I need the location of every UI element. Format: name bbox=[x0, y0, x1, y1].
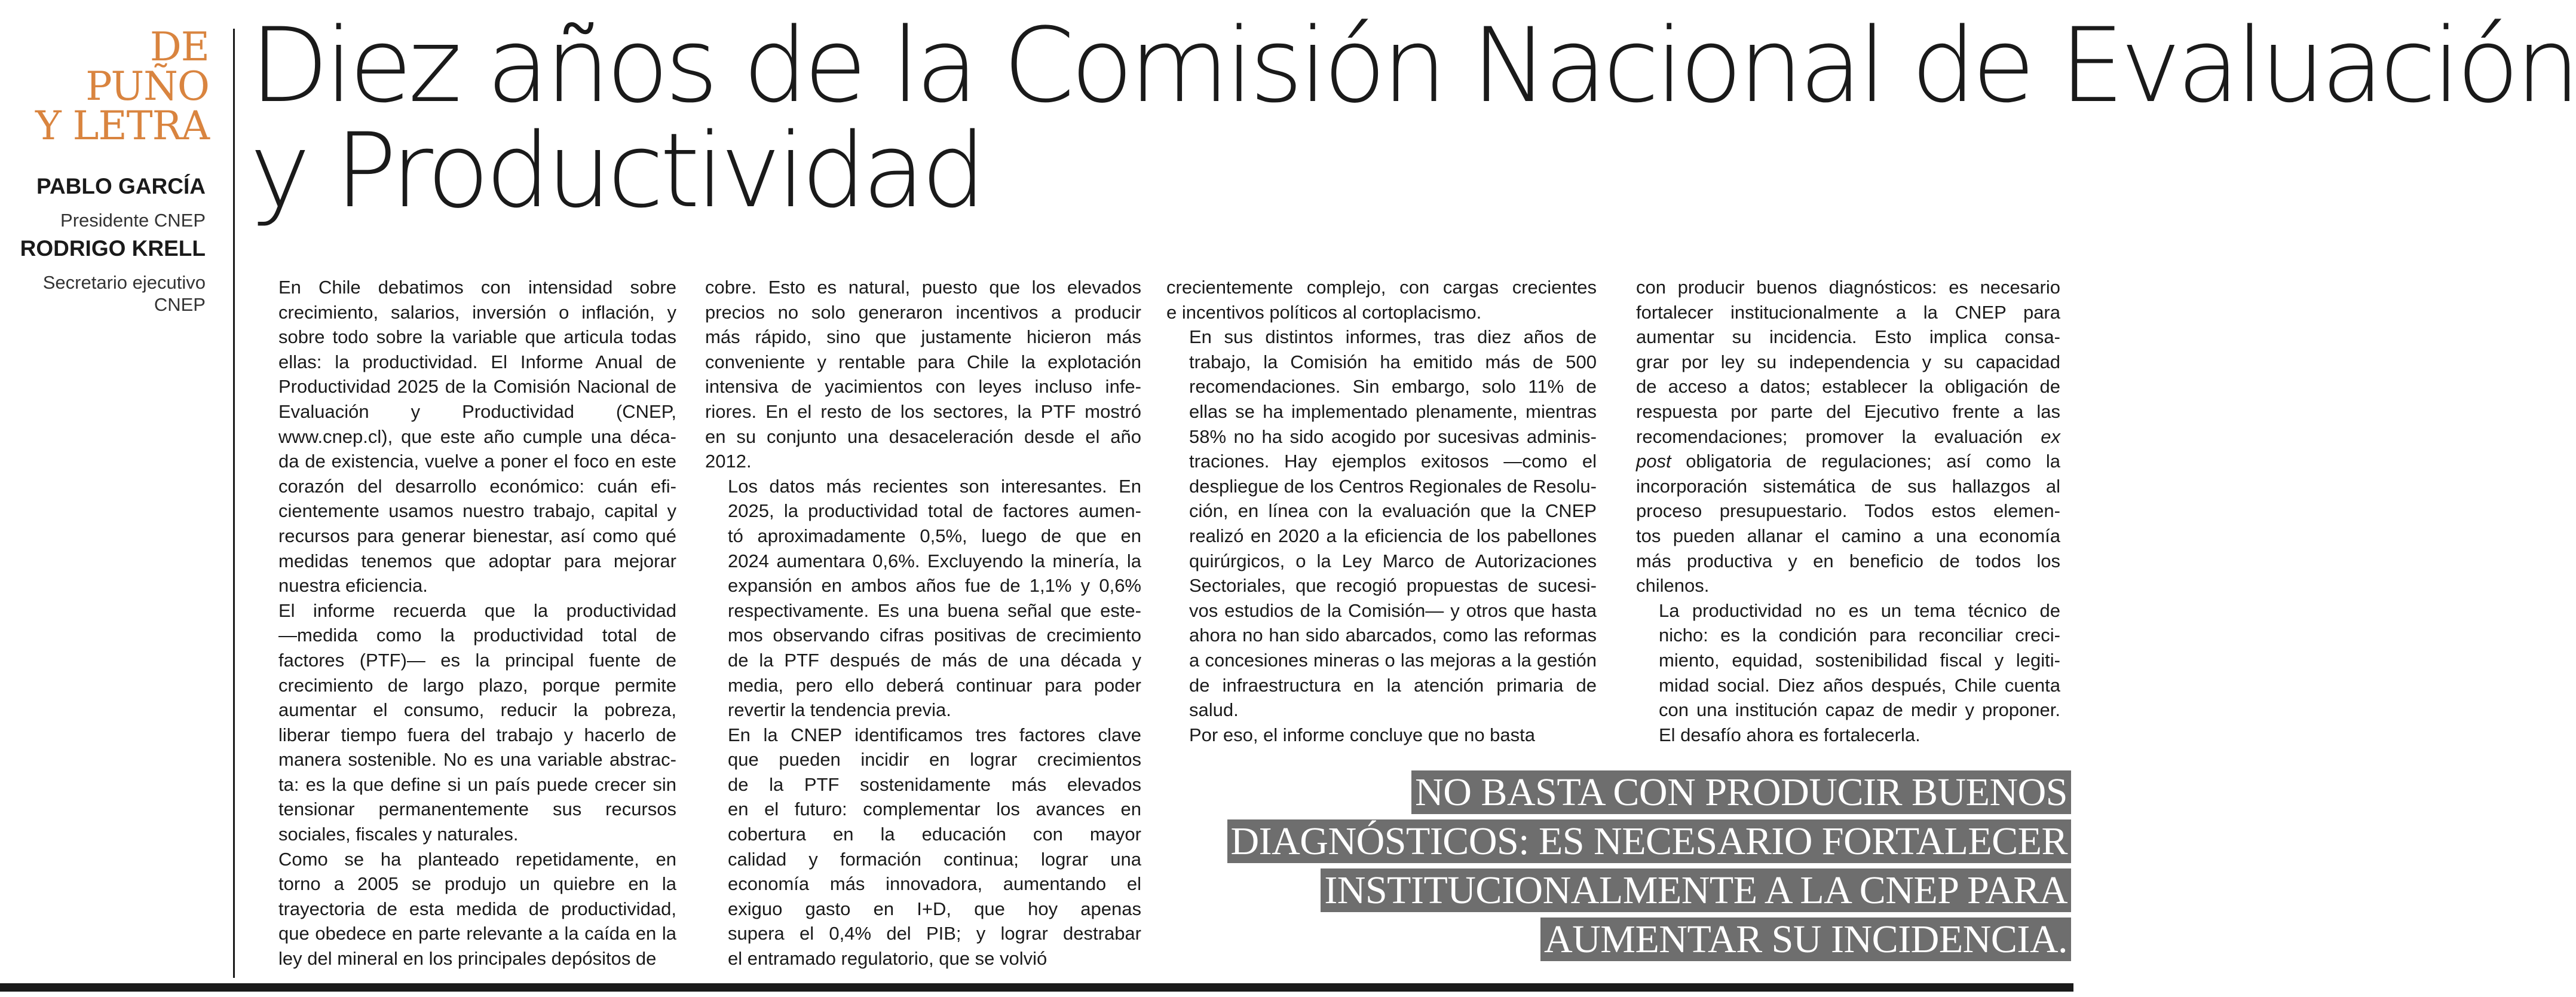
article-line: exiguo gasto en I+D, que hoy apenas bbox=[728, 898, 1141, 919]
article-line: ta: es la que define si un país puede crecer sin bbox=[278, 773, 676, 795]
article-line: La productividad no es un tema técnico de bbox=[1659, 600, 2060, 621]
article-line: miento, equidad, sostenibilidad fiscal y legiti- bbox=[1659, 649, 2060, 671]
article-line: crecimiento, salarios, inversión o inflación, y bbox=[278, 301, 676, 323]
author-role: CNEP bbox=[154, 294, 206, 315]
article-line: 2012. bbox=[705, 451, 752, 472]
article-line: media, pero ello deberá continuar para poder bbox=[728, 674, 1141, 696]
bottom-rule bbox=[0, 983, 2073, 992]
article-line: Sectoriales, que recogió propuestas de sucesi- bbox=[1189, 575, 1597, 597]
article-line: En sus distintos informes, tras diez años de bbox=[1189, 326, 1597, 348]
author-role: Secretario ejecutivo bbox=[42, 272, 206, 293]
article-line: aumentar el consumo, reducir la pobreza, bbox=[278, 699, 676, 721]
article-line: recursos para generar bienestar, así como qué bbox=[278, 525, 676, 546]
article-line: crecientemente complejo, con cargas crecientes bbox=[1166, 277, 1597, 298]
article-line: ellas: la productividad. El Informe Anual de bbox=[278, 351, 676, 372]
article-line: salud. bbox=[1189, 699, 1239, 721]
article-line: mos observando cifras positivas de crecimiento bbox=[728, 625, 1141, 646]
author-role: Presidente CNEP bbox=[60, 210, 206, 231]
author-name: PABLO GARCÍA bbox=[36, 174, 206, 198]
article-line: ley del mineral en los principales depósitos de bbox=[278, 948, 657, 970]
article-line: revertir la tendencia previa. bbox=[728, 699, 951, 721]
article-line: quirúrgicos, o la Ley Marco de Autorizaciones bbox=[1189, 550, 1597, 571]
article-paragraph bbox=[1636, 275, 2060, 598]
pull-quote-line: NO BASTA CON PRODUCIR BUENOS bbox=[1411, 770, 2071, 814]
pull-quote-line: AUMENTAR SU INCIDENCIA. bbox=[1540, 918, 2071, 961]
article-line: tos pueden allanar el camino a una economía bbox=[1636, 525, 2060, 546]
article-line: 2024 aumentara 0,6%. Excluyendo la minería, la bbox=[728, 550, 1141, 571]
article-line: tó aproximadamente 0,5%, luego de que en bbox=[728, 525, 1141, 546]
article-line: da de existencia, vuelve a poner el foco en este bbox=[278, 451, 676, 472]
article-line: que pueden incidir en lograr crecimientos bbox=[728, 749, 1141, 770]
article-line: con producir buenos diagnósticos: es necesario bbox=[1636, 277, 2060, 298]
article-column bbox=[705, 275, 1141, 971]
article-line: más rápido, sino que justamente hicieron más bbox=[705, 326, 1141, 348]
article-paragraph bbox=[705, 275, 1141, 474]
article-line: medidas tenemos que adoptar para mejorar bbox=[278, 550, 676, 571]
article-line: de infraestructura en la atención primaria de bbox=[1189, 674, 1597, 696]
article-paragraph bbox=[1166, 325, 1597, 723]
article-line: más productiva y en beneficio de todos los bbox=[1636, 550, 2060, 571]
article-line: respectivamente. Es una buena señal que este- bbox=[728, 600, 1141, 621]
section-label bbox=[0, 24, 209, 149]
article-line: torno a 2005 se produjo un quiebre en la bbox=[278, 873, 676, 895]
article-line: a concesiones mineras o las mejoras a la gestión bbox=[1189, 649, 1597, 671]
article-line: vos estudios de la Comisión— y otros que hasta bbox=[1189, 600, 1597, 621]
article-line: 58% no ha sido acogido por sucesivas adminis- bbox=[1189, 426, 1597, 447]
article-column bbox=[256, 275, 676, 971]
article-line: El informe recuerda que la productividad bbox=[278, 600, 676, 621]
article-line: ellas se ha implementado plenamente, mientras bbox=[1189, 400, 1597, 422]
article-line: que obedece en parte relevante a la caída en la bbox=[278, 923, 676, 944]
article-line: fortalecer institucionalmente a la CNEP para bbox=[1636, 301, 2060, 323]
article-line: En Chile debatimos con intensidad sobre bbox=[278, 277, 676, 298]
article-line: en su conjunto una desaceleración desde el año bbox=[705, 426, 1141, 447]
article-line: cobertura en la educación con mayor bbox=[728, 824, 1141, 845]
headline-line: Diez años de la Comisión Nacional de Evaluación bbox=[250, 5, 2576, 126]
article-line: factores (PTF)— es la principal fuente de bbox=[278, 649, 676, 671]
pull-quote-line: DIAGNÓSTICOS: ES NECESARIO FORTALECER bbox=[1227, 819, 2072, 863]
section-label-line: PUÑO bbox=[85, 63, 209, 109]
article-line: midad social. Diez años después, Chile cuenta bbox=[1659, 674, 2060, 696]
article-line: traciones. Hay ejemplos exitosos —como el bbox=[1189, 451, 1597, 472]
article-line: de acceso a datos; establecer la obligación de bbox=[1636, 376, 2060, 397]
article-line: Como se ha planteado repetidamente, en bbox=[278, 848, 676, 870]
article-paragraph bbox=[256, 598, 676, 847]
author-name: RODRIGO KRELL bbox=[20, 236, 206, 261]
article-line: tensionar permanentemente sus recursos bbox=[278, 799, 676, 820]
article-line: cobre. Esto es natural, puesto que los elevados bbox=[705, 277, 1141, 298]
article-line: riores. En el resto de los sectores, la PTF mostró bbox=[705, 400, 1141, 422]
article-line: respuesta por parte del Ejecutivo frente a las bbox=[1636, 400, 2060, 422]
article-line: 2025, la productividad total de factores aumen- bbox=[728, 500, 1141, 522]
article-line: ahora no han sido abarcados, como las reformas bbox=[1189, 625, 1597, 646]
article-line: conveniente y rentable para Chile la explotación bbox=[705, 351, 1141, 372]
article-paragraph bbox=[1166, 723, 1597, 748]
article-line: grar por ley su independencia y su capacidad bbox=[1636, 351, 2060, 372]
headline-line: y Productividad bbox=[250, 111, 982, 231]
article-line: corazón del desarrollo económico: cuán efi- bbox=[278, 475, 676, 497]
article-line: calidad y formación continua; lograr una bbox=[728, 848, 1141, 870]
article-line: realizó en 2020 a la eficiencia de los pabellones bbox=[1189, 525, 1597, 546]
article-line: e incentivos políticos al cortoplacismo. bbox=[1166, 301, 1482, 323]
article-paragraph bbox=[705, 723, 1141, 971]
article-line: expansión en ambos años fue de 1,1% y 0,6% bbox=[728, 575, 1141, 597]
article-line: de la PTF sostenidamente más elevados bbox=[728, 773, 1141, 795]
article-line: www.cnep.cl), que este año cumple una déca- bbox=[278, 426, 676, 447]
vertical-divider bbox=[233, 29, 235, 978]
article-line: aumentar su incidencia. Esto implica consa- bbox=[1636, 326, 2060, 348]
article-line: manera sostenible. No es una variable abstrac- bbox=[278, 749, 676, 770]
article-line: Evaluación y Productividad (CNEP, bbox=[278, 400, 676, 422]
pull-quote bbox=[1175, 768, 2071, 964]
article-line: precios no solo generaron incentivos a producir bbox=[705, 301, 1141, 323]
article-line: sobre todo sobre la variable que articula todas bbox=[278, 326, 676, 348]
article-line: el entramado regulatorio, que se volvió bbox=[728, 948, 1047, 970]
article-line: recomendaciones; promover la evaluación ex bbox=[1636, 426, 2060, 447]
pull-quote-line: INSTITUCIONALMENTE A LA CNEP PARA bbox=[1321, 868, 2071, 912]
article-line: Por eso, el informe concluye que no basta bbox=[1189, 724, 1536, 745]
article-paragraph bbox=[256, 275, 676, 598]
article-line: post obligatoria de regulaciones; así como la bbox=[1636, 451, 2060, 472]
article-column bbox=[1636, 275, 2060, 747]
section-label-line: Y LETRA bbox=[35, 103, 209, 149]
article-paragraph bbox=[705, 474, 1141, 723]
article-line: liberar tiempo fuera del trabajo y hacerlo de bbox=[278, 724, 676, 745]
article-column bbox=[1166, 275, 1597, 747]
article-line: despliegue de los Centros Regionales de Resolu- bbox=[1189, 475, 1597, 497]
article-line: nicho: es la condición para reconciliar creci- bbox=[1659, 625, 2060, 646]
article-line: trayectoria de esta medida de productividad, bbox=[278, 898, 676, 919]
article-paragraph bbox=[1166, 275, 1597, 325]
article-line: con una institución capaz de medir y proponer. bbox=[1659, 699, 2060, 721]
author-byline bbox=[36, 173, 206, 231]
article-paragraph bbox=[1636, 598, 2060, 748]
headline bbox=[250, 5, 2576, 231]
article-line: —medida como la productividad total de bbox=[278, 625, 676, 646]
article-line: Los datos más recientes son interesantes. En bbox=[728, 475, 1141, 497]
article-line: crecimiento de largo plazo, porque permite bbox=[278, 674, 676, 696]
article-line: En la CNEP identificamos tres factores clave bbox=[728, 724, 1141, 745]
author-byline bbox=[20, 236, 206, 316]
article-line: recomendaciones. Sin embargo, solo 11% de bbox=[1189, 376, 1597, 397]
article-line: sociales, fiscales y naturales. bbox=[278, 824, 519, 845]
article-line: Productividad 2025 de la Comisión Nacional de bbox=[278, 376, 676, 397]
article-line: supera el 0,4% del PIB; y lograr destrabar bbox=[728, 923, 1141, 944]
article-line: economía más innovadora, aumentando el bbox=[728, 873, 1141, 895]
article-line: trabajo, la Comisión ha emitido más de 500 bbox=[1189, 351, 1597, 372]
article-line: ción, en línea con la evaluación que la CNEP bbox=[1189, 500, 1597, 522]
article-line: El desafío ahora es fortalecerla. bbox=[1659, 724, 1920, 745]
article-line: chilenos. bbox=[1636, 575, 1710, 597]
article-line: proceso presupuestario. Todos estos elemen- bbox=[1636, 500, 2060, 522]
section-label-line: DE bbox=[149, 24, 209, 70]
article-line: incorporación sistemática de sus hallazgos al bbox=[1636, 475, 2060, 497]
article-paragraph bbox=[256, 847, 676, 971]
article-line: cientemente usamos nuestro trabajo, capital y bbox=[278, 500, 676, 522]
article-line: de la PTF después de más de una década y bbox=[728, 649, 1141, 671]
article-line: intensiva de yacimientos con leyes incluso infe- bbox=[705, 376, 1141, 397]
article-line: en el futuro: complementar los avances en bbox=[728, 799, 1141, 820]
article-line: nuestra eficiencia. bbox=[278, 575, 428, 597]
